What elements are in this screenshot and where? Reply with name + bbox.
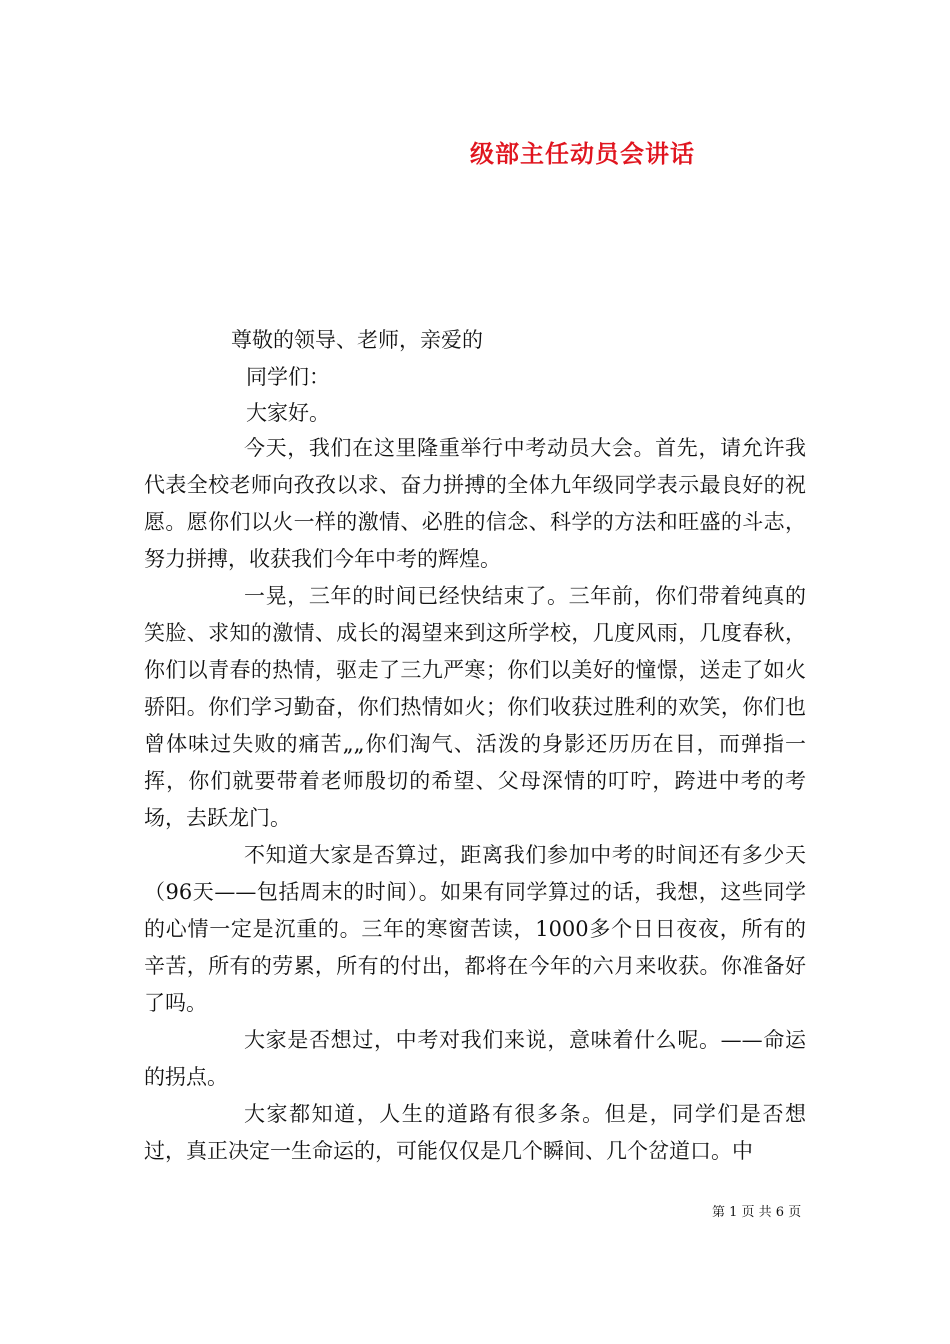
page-footer: 第 1 页 共 6 页 (712, 1205, 802, 1220)
paragraph: 一晃，三年的时间已经快结束了。三年前，你们带着纯真的笑脸、求知的激情、成长的渴望来到这所学校，几度风雨，几度春秋，你们以青春的热情，驱走了三九严寒；你们以美好的憧憬，送走了如火骄阳。你们学习勤奋，你们热情如火；你们收获过胜利的欢笑，你们也曾体味过失败的痛苦„„你们淘气、活泼的身影还历历在目，而弹指一挥，你们就要带着老师殷切的希望、父母深情的叮咛，跨进中考的考场，去跃龙门。 (144, 584, 806, 830)
paragraph: 大家是否想过，中考对我们来说，意味着什么呢。——命运的拐点。 (144, 1028, 806, 1089)
paragraph: 大家都知道，人生的道路有很多条。但是，同学们是否想过，真正决定一生命运的，可能仅仅是几个瞬间、几个岔道口。中 (144, 1102, 806, 1163)
document-title: 级部主任动员会讲话 (470, 139, 695, 168)
greeting: 大家好。 (246, 401, 330, 425)
body-text (144, 430, 806, 1170)
paragraph: 今天，我们在这里隆重举行中考动员大会。首先，请允许我代表全校老师向孜孜以求、奋力拼搏的全体九年级同学表示最良好的祝愿。愿你们以火一样的激情、必胜的信念、科学的方法和旺盛的斗志，努力拼搏，收获我们今年中考的辉煌。 (144, 436, 806, 571)
salutation-line-2: 同学们： (246, 365, 330, 389)
paragraph: 不知道大家是否算过，距离我们参加中考的时间还有多少天（96天——包括周末的时间）。如果有同学算过的话，我想，这些同学的心情一定是沉重的。三年的寒窗苦读，1000多个日日夜夜，所有的辛苦，所有的劳累，所有的付出，都将在今年的六月来收获。你准备好了吗。 (144, 843, 806, 1015)
salutation-line-1: 尊敬的领导、老师，亲爱的 (231, 328, 483, 352)
